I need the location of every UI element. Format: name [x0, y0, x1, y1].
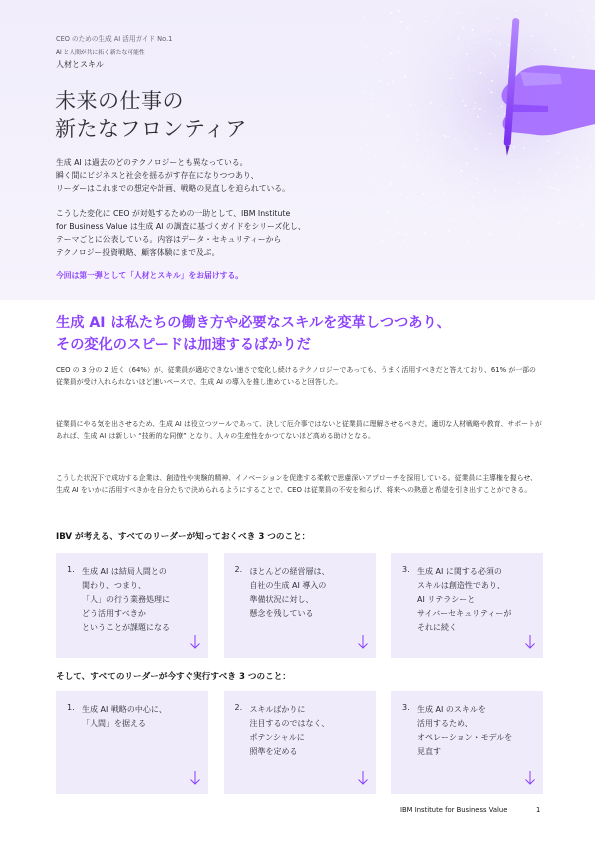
- page-title: [55, 87, 247, 143]
- arrow-down-icon: [525, 771, 535, 785]
- insight-card-3: [391, 553, 543, 658]
- insight-card-2: [224, 553, 376, 658]
- card-text: 生成 AI 戦略の中心に、 「人間」を据える: [82, 705, 167, 728]
- main-headline: 生成 AI は私たちの働き方や必要なスキルを変革しつつあり、 その変化のスピードは加速するばかりだ: [56, 315, 451, 353]
- intro-highlight: 今回は第一弾として「人材とスキル」をお届けする。: [56, 271, 244, 280]
- action-card-2: [224, 691, 376, 794]
- body-paragraph-2: 従業員にやる気を出させるため、生成 AI は役立つツールであって、決して厄介事ではないと従業員に理解させるべきだ。適切な人材戦略や教育、サポートがあれば、生成 AI は新しい “技術的な同僚” となり、人々の生産性をかつてないほど高める助けとなる。: [56, 420, 542, 441]
- arrow-down-icon: [190, 635, 200, 649]
- action-card-3: [391, 691, 543, 794]
- card-number: 3.: [402, 703, 410, 712]
- hero-section: [0, 0, 595, 300]
- footer-brand: IBM Institute for Business Value: [400, 806, 508, 814]
- arrow-down-icon: [525, 635, 535, 649]
- series-label: CEO のための生成 AI 活用ガイド No.1: [56, 35, 173, 43]
- intro-paragraph-2: こうした変化に CEO が対処するための一助として、IBM Institute for Business Value は生成 AI の調査に基づくガイドをシリーズ化し、 テーマごとに公表している。内容はデータ・セキュリティーから テクノロジー投資戦略、顧客体験にまで及ぶ。: [56, 209, 306, 257]
- card-number: 1.: [67, 703, 75, 712]
- card-text: 生成 AI は結局人間との 関わり、つまり、 「人」の行う業務処理に どう活用すべきか ということが課題になる: [82, 567, 170, 632]
- series-subtitle: AI と人間が共に拓く新たな可能性: [56, 50, 145, 56]
- arrow-down-icon: [190, 771, 200, 785]
- section-1-cards: [56, 553, 543, 658]
- section-2-cards: [56, 691, 543, 794]
- page-number: 1: [536, 806, 541, 814]
- body-paragraph-1: CEO の 3 分の 2 近く（64%）が、従業員が適応できない速さで変化し続けるテクノロジーであっても、うまく活用すべきだと答えており、61% が一部の従業員が受け入れられないほど速いペースで、生成 AI の導入を推し進めていると回答した。: [56, 366, 536, 387]
- section-1-heading: IBV が考える、すべてのリーダーが知っておくべき 3 つのこと：: [56, 532, 311, 542]
- card-number: 2.: [234, 565, 243, 574]
- card-text: スキルばかりに 注目するのではなく、 ポテンシャルに 照準を定める: [249, 705, 330, 756]
- card-text: 生成 AI に関する必須の スキルは創造性であり、 AI リテラシーと サイバーセキュリティーが それに続く: [417, 567, 512, 632]
- card-number: 3.: [402, 565, 410, 574]
- arrow-down-icon: [358, 771, 368, 785]
- card-text: 生成 AI のスキルを 活用するため、 オペレーション・モデルを 見直す: [417, 705, 513, 756]
- topic-label: 人材とスキル: [56, 60, 104, 69]
- insight-card-1: [56, 553, 208, 658]
- title-line-2: 新たなフロンティア: [55, 117, 247, 141]
- title-line-1: 未来の仕事の: [55, 89, 184, 113]
- section-2-heading: そして、すべてのリーダーが今すぐ実行すべき 3 つのこと：: [56, 672, 291, 682]
- card-number: 2.: [234, 703, 243, 712]
- action-card-1: [56, 691, 208, 794]
- body-paragraph-3: こうした状況下で成功する企業は、創造性や実験的精神、イノベーションを促進する柔軟で思慮深いアプローチを採用している。従業員に主導権を握らせ、生成 AI をいかに活用すべきかを自分たちで決められるようにすることで、CEO は従業員の不安を和らげ、将来への熱意と希望を引き出すことができる。: [56, 474, 537, 495]
- card-number: 1.: [67, 565, 75, 574]
- card-text: ほとんどの経営層は、 自社の生成 AI 導入の 準備状況に対し、 懸念を残している: [249, 567, 330, 618]
- arrow-down-icon: [358, 635, 368, 649]
- intro-paragraph-1: 生成 AI は過去のどのテクノロジーとも異なっている。 瞬く間にビジネスと社会を揺るがす存在になりつつあり、 リーダーはこれまでの想定や計画、戦略の見直しを迫られている。: [56, 158, 290, 193]
